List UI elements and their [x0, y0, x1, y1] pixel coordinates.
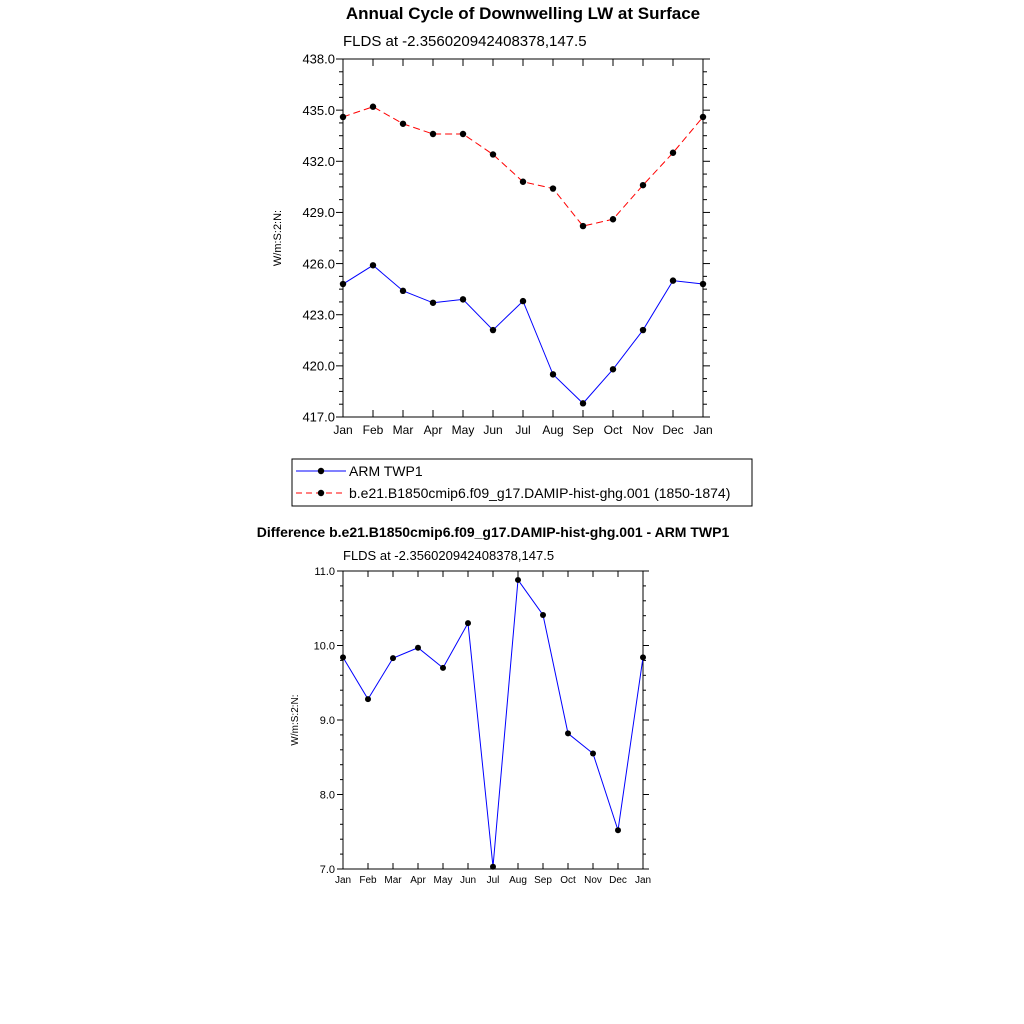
chart2-series-0-point — [640, 654, 646, 660]
chart2-y-tick-label: 7.0 — [319, 863, 335, 876]
chart2-y-tick-label: 9.0 — [319, 714, 335, 727]
chart1-series-0-point — [490, 327, 496, 333]
chart1-series-1-point — [460, 131, 466, 137]
chart1-x-tick-label: May — [451, 423, 475, 437]
chart2-series-line-0 — [343, 580, 643, 867]
chart1-y-tick-label: 423.0 — [302, 307, 335, 323]
chart1-title: Annual Cycle of Downwelling LW at Surface — [345, 4, 701, 23]
chart1-series-0-point — [520, 298, 526, 304]
chart2-x-tick-label: Oct — [560, 875, 576, 886]
chart2-y-tick-label: 10.0 — [313, 640, 335, 653]
chart1-series-1-point — [610, 216, 616, 222]
chart2-series-0-point — [540, 612, 546, 618]
chart2-x-tick-label: May — [433, 875, 453, 886]
difference-chart — [257, 524, 730, 886]
chart1-plot-frame — [343, 59, 703, 417]
chart2-y-tick-label: 8.0 — [319, 789, 335, 802]
chart1-series-1-point — [580, 223, 586, 229]
chart1-x-tick-label: Mar — [392, 423, 414, 437]
chart1-y-tick-label: 438.0 — [302, 51, 335, 67]
chart1-x-tick-label: Sep — [572, 423, 594, 437]
chart1-y-tick-label: 432.0 — [302, 153, 335, 169]
chart1-series-0-point — [640, 327, 646, 333]
chart2-x-tick-label: Aug — [509, 875, 527, 886]
chart2-plot-frame — [343, 571, 643, 869]
chart2-y-axis-label: W/m:S:2:N: — [290, 694, 301, 746]
legend-label-arm: ARM TWP1 — [349, 463, 423, 479]
chart1-x-tick-label: Jan — [693, 423, 713, 437]
chart1-x-tick-label: Jul — [515, 423, 531, 437]
chart2-x-tick-label: Feb — [359, 875, 377, 886]
chart1-x-tick-label: Oct — [603, 423, 623, 437]
chart1-x-tick-label: Nov — [632, 423, 654, 437]
chart1-series-0-point — [550, 371, 556, 377]
chart1-series-0-point — [400, 288, 406, 294]
chart1-series-1-point — [550, 185, 556, 191]
chart2-series-0-point — [365, 696, 371, 702]
chart1-series-0-point — [580, 400, 586, 406]
legend-marker-arm — [318, 468, 324, 474]
chart2-series-0-point — [340, 654, 346, 660]
chart1-series-1-point — [640, 182, 646, 188]
chart1-subtitle: FLDS at -2.356020942408378,147.5 — [343, 33, 587, 50]
chart2-series-0-point — [590, 751, 596, 757]
chart1-series-line-1 — [343, 107, 703, 226]
chart1-x-tick-label: Dec — [662, 423, 684, 437]
chart2-x-tick-label: Sep — [534, 875, 552, 886]
chart1-x-tick-label: Jan — [333, 423, 353, 437]
chart2-series-0-point — [440, 665, 446, 671]
chart2-series-0-point — [515, 577, 521, 583]
chart1-y-tick-label: 435.0 — [302, 102, 335, 118]
chart2-x-tick-label: Dec — [609, 875, 627, 886]
chart1-x-tick-label: Aug — [542, 423, 564, 437]
chart1-series-1-point — [400, 121, 406, 127]
chart1-series-0-point — [430, 300, 436, 306]
chart2-series-0-point — [415, 645, 421, 651]
chart1-series-0-point — [670, 277, 676, 283]
chart1-series-1-point — [340, 114, 346, 120]
chart1-series-1-point — [430, 131, 436, 137]
chart1-series-0-point — [460, 296, 466, 302]
chart1-series-0-point — [700, 281, 706, 287]
chart1-series-line-0 — [343, 265, 703, 403]
chart2-series-0-point — [390, 655, 396, 661]
chart1-legend — [292, 459, 752, 506]
chart2-series-0-point — [615, 827, 621, 833]
chart1-x-tick-label: Jun — [483, 423, 503, 437]
chart2-x-tick-label: Mar — [384, 875, 402, 886]
chart2-subtitle: FLDS at -2.356020942408378,147.5 — [343, 548, 555, 563]
chart2-series-0-point — [565, 730, 571, 736]
legend-marker-model — [318, 490, 324, 496]
chart1-series-1-point — [520, 179, 526, 185]
chart2-x-tick-label: Jul — [486, 875, 500, 886]
chart1-y-tick-label: 426.0 — [302, 256, 335, 272]
chart1-x-tick-label: Apr — [423, 423, 443, 437]
chart2-title: Difference b.e21.B1850cmip6.f09_g17.DAMIP-hist-ghg.001 - ARM TWP1 — [256, 524, 730, 540]
chart1-y-tick-label: 417.0 — [302, 409, 335, 425]
chart2-series-0-point — [465, 620, 471, 626]
chart2-x-tick-label: Nov — [584, 875, 602, 886]
chart2-x-tick-label: Jan — [634, 875, 652, 886]
legend-label-model: b.e21.B1850cmip6.f09_g17.DAMIP-hist-ghg.001 (1850-1874) — [349, 485, 731, 501]
chart2-y-tick-label: 11.0 — [314, 565, 335, 578]
chart1-x-tick-label: Feb — [362, 423, 384, 437]
chart1-series-1-point — [700, 114, 706, 120]
chart1-series-0-point — [370, 262, 376, 268]
annual-cycle-chart — [272, 4, 752, 506]
chart2-x-tick-label: Jun — [459, 875, 477, 886]
chart1-series-1-point — [490, 151, 496, 157]
chart2-x-tick-label: Apr — [410, 875, 426, 886]
chart1-y-tick-label: 420.0 — [302, 358, 335, 374]
chart1-series-1-point — [370, 104, 376, 110]
chart2-x-tick-label: Jan — [334, 875, 352, 886]
chart1-series-0-point — [340, 281, 346, 287]
chart1-series-0-point — [610, 366, 616, 372]
chart1-series-1-point — [670, 150, 676, 156]
chart1-y-tick-label: 429.0 — [302, 205, 335, 221]
chart2-series-0-point — [490, 864, 496, 870]
chart1-y-axis-label: W/m:S:2:N: — [272, 209, 284, 267]
